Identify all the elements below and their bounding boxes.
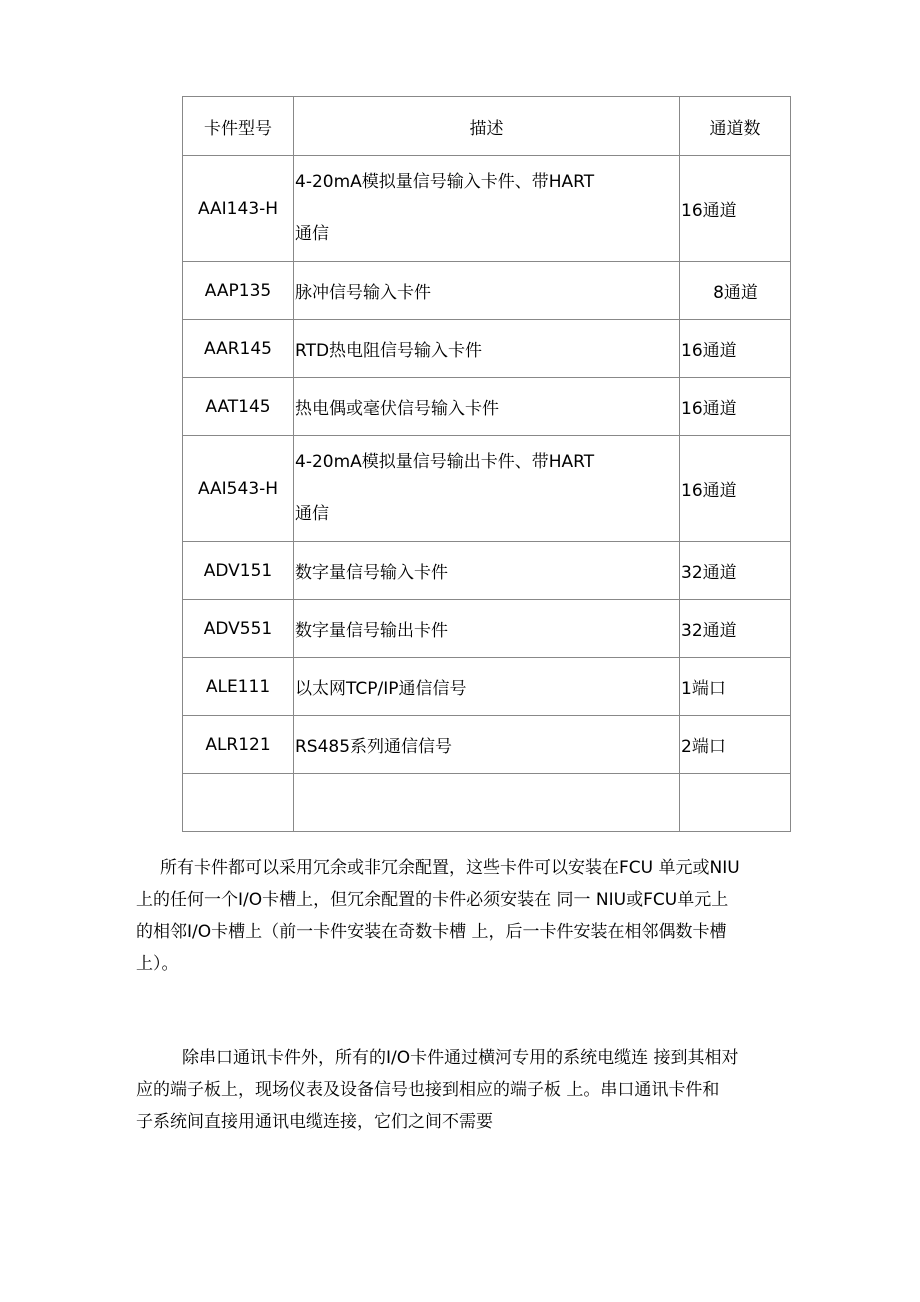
cell-channels: 1端口 <box>680 658 791 716</box>
paragraph-line: 应的端子板上，现场仪表及设备信号也接到相应的端子板 上。串口通讯卡件和 <box>136 1080 720 1100</box>
table-row <box>183 378 791 436</box>
cell-description <box>294 436 680 542</box>
table-header-row <box>183 97 791 156</box>
description-line: 通信 <box>295 504 329 524</box>
cell-channels: 32通道 <box>680 600 791 658</box>
cell-model: AAI143-H <box>183 156 294 262</box>
table-row <box>183 156 791 262</box>
header-channels: 通道数 <box>680 97 791 156</box>
header-description: 描述 <box>294 97 680 156</box>
empty-cell <box>294 774 680 832</box>
empty-cell <box>680 774 791 832</box>
cell-model: AAT145 <box>183 378 294 436</box>
cell-description: 数字量信号输入卡件 <box>294 542 680 600</box>
cell-channels: 8通道 <box>680 262 791 320</box>
cell-channels: 16通道 <box>680 320 791 378</box>
paragraph-line: 除串口通讯卡件外，所有的I/O卡件通过横河专用的系统电缆连 接到其相对 <box>182 1048 739 1068</box>
paragraph-line: 所有卡件都可以采用冗余或非冗余配置，这些卡件可以安装在FCU 单元或NIU <box>160 858 740 878</box>
table-row <box>183 600 791 658</box>
cell-model: ADV151 <box>183 542 294 600</box>
io-card-table <box>182 96 791 832</box>
cell-description: 热电偶或毫伏信号输入卡件 <box>294 378 680 436</box>
paragraph-io-connection <box>136 1042 790 1138</box>
paragraph-line: 的相邻I/O卡槽上（前一卡件安装在奇数卡槽 上，后一卡件安装在相邻偶数卡槽 <box>136 922 727 942</box>
cell-channels: 32通道 <box>680 542 791 600</box>
cell-description: 数字量信号输出卡件 <box>294 600 680 658</box>
table-row <box>183 716 791 774</box>
cell-description <box>294 156 680 262</box>
description-line: 4-20mA模拟量信号输出卡件、带HART <box>295 452 595 472</box>
cell-description: 以太网TCP/IP通信信号 <box>294 658 680 716</box>
cell-description: 脉冲信号输入卡件 <box>294 262 680 320</box>
cell-description: RS485系列通信信号 <box>294 716 680 774</box>
table-row <box>183 320 791 378</box>
table-row <box>183 542 791 600</box>
table-row <box>183 262 791 320</box>
cell-channels: 16通道 <box>680 156 791 262</box>
header-card-model: 卡件型号 <box>183 97 294 156</box>
paragraph-line: 上）。 <box>136 954 179 974</box>
table-row-empty <box>183 774 791 832</box>
paragraph-line: 上的任何一个I/O卡槽上，但冗余配置的卡件必须安装在 同一 NIU或FCU单元上 <box>136 890 729 910</box>
paragraph-line: 子系统间直接用通讯电缆连接，它们之间不需要 <box>136 1112 493 1132</box>
empty-cell <box>183 774 294 832</box>
table-row <box>183 436 791 542</box>
cell-model: AAR145 <box>183 320 294 378</box>
table-row <box>183 658 791 716</box>
cell-model: ALR121 <box>183 716 294 774</box>
cell-channels: 16通道 <box>680 378 791 436</box>
paragraph-redundant-config <box>136 852 790 980</box>
description-line: 4-20mA模拟量信号输入卡件、带HART <box>295 172 595 192</box>
cell-channels: 16通道 <box>680 436 791 542</box>
cell-model: ADV551 <box>183 600 294 658</box>
cell-description: RTD热电阻信号输入卡件 <box>294 320 680 378</box>
cell-model: ALE111 <box>183 658 294 716</box>
cell-channels: 2端口 <box>680 716 791 774</box>
cell-model: AAP135 <box>183 262 294 320</box>
cell-model: AAI543-H <box>183 436 294 542</box>
description-line: 通信 <box>295 224 329 244</box>
